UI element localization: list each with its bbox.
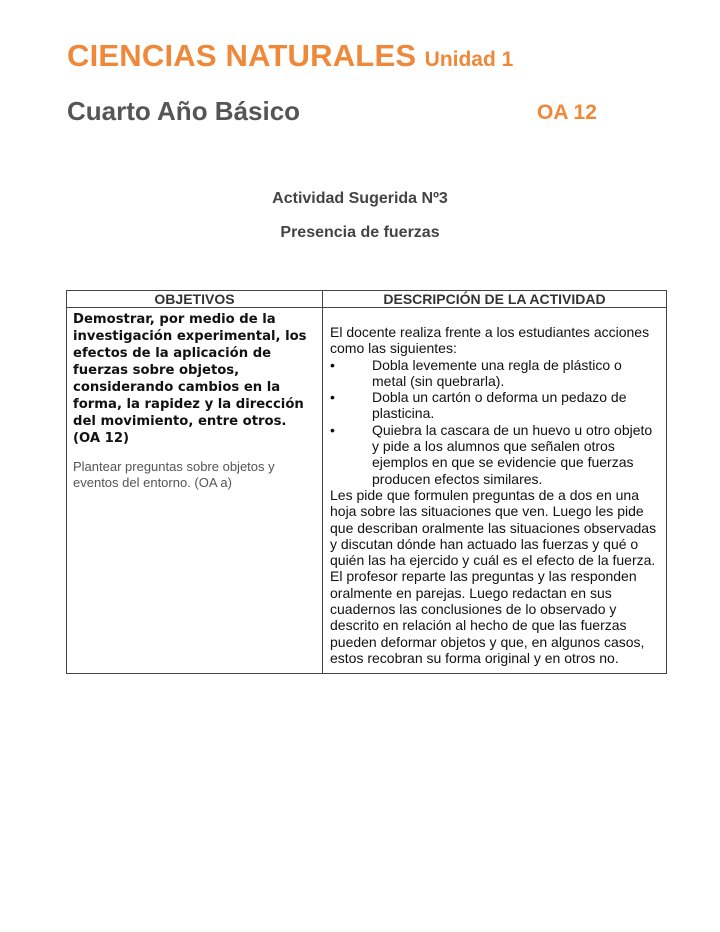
- grade-label: Cuarto Año Básico: [67, 96, 301, 126]
- oa-label: OA 12: [537, 101, 597, 124]
- document-title: [67, 38, 513, 74]
- bullet-icon: •: [330, 356, 335, 373]
- list-item: [330, 357, 659, 390]
- activity-title: Actividad Sugerida Nº3: [272, 190, 448, 207]
- bullet-text: Dobla un cartón o deforma un pedazo de plasticina.: [372, 389, 627, 422]
- bullet-text: Quiebra la cascara de un huevo u otro objeto y pide a los alumnos que señalen otros ejemplos en que se evidencie que fuerzas producen efectos similares.: [372, 421, 653, 487]
- table-header-row: [67, 291, 667, 308]
- description-cell: [323, 308, 667, 674]
- activity-subtitle: Presencia de fuerzas: [280, 224, 440, 241]
- bullet-icon: •: [330, 389, 335, 406]
- description-intro: El docente realiza frente a los estudiantes acciones como las siguientes:: [330, 324, 650, 357]
- subject-title: CIENCIAS NATURALES: [67, 38, 417, 73]
- description-paragraph: Les pide que formulen preguntas de a dos en una hoja sobre las situaciones que ven. Luego les pide que describan oralmente las situaciones observadas y discutan dónde han actuado las fuerzas y qué o quién las ha ejercido y cuál es el efecto de la fuerza.: [330, 486, 657, 569]
- table-row: [67, 308, 667, 674]
- objective-secondary-text: Plantear preguntas sobre objetos y eventos del entorno. (OA a): [73, 459, 275, 490]
- header-description: DESCRIPCIÓN DE LA ACTIVIDAD: [323, 291, 667, 308]
- objectives-cell: [67, 308, 323, 674]
- bullet-text: Dobla levemente una regla de plástico o metal (sin quebrarla).: [372, 356, 622, 389]
- activity-table: [66, 290, 667, 674]
- bullet-icon: •: [330, 421, 335, 438]
- list-item: [330, 422, 659, 487]
- list-item: [330, 389, 659, 422]
- objective-main-text: Demostrar, por medio de la investigación experimental, los efectos de la aplicación de fuerzas sobre objetos, considerando cambios en la forma, la rapidez y la dirección del movimiento, entre otros. (OA 12): [73, 312, 307, 446]
- header-objectives: OBJETIVOS: [67, 291, 323, 308]
- description-paragraph: El profesor reparte las preguntas y las responden oralmente en parejas. Luego redactan en sus cuadernos las conclusiones de lo observado y descrito en relación al hecho de que las fuerzas pueden deformar objetos y que, en algunos casos, estos recobran su forma original y en otros no.: [330, 568, 645, 666]
- unit-label: Unidad 1: [424, 48, 514, 71]
